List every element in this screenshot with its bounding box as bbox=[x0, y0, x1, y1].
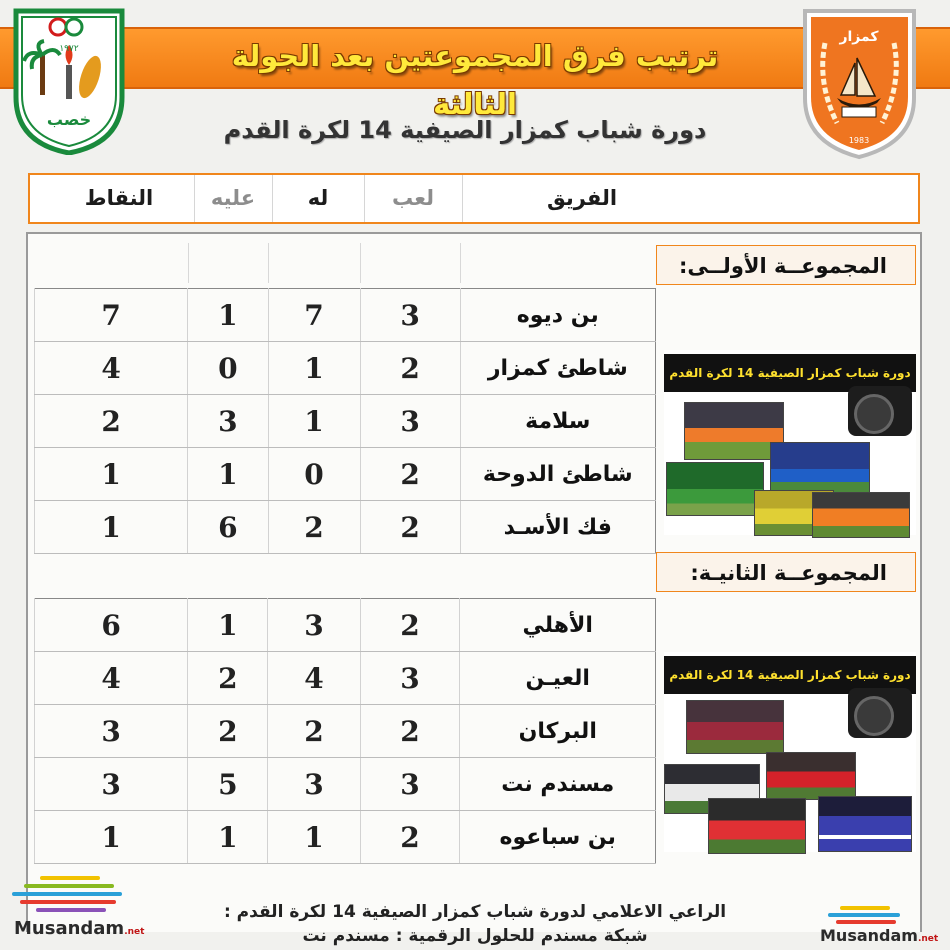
team-photo bbox=[708, 798, 806, 854]
played-cell: 2 bbox=[360, 448, 460, 501]
team-photo bbox=[770, 442, 870, 496]
points-cell: 4 bbox=[35, 652, 188, 705]
points-cell: 2 bbox=[35, 395, 188, 448]
table-row bbox=[35, 599, 656, 652]
collage-1-caption: دورة شباب كمزار الصيفية 14 لكرة القدم bbox=[664, 354, 916, 392]
team-name-cell: البركان bbox=[460, 705, 656, 758]
team-name-cell: سلامة bbox=[460, 395, 655, 448]
table-row bbox=[35, 652, 656, 705]
points-cell: 4 bbox=[35, 342, 188, 395]
team-name-cell: بن ديوه bbox=[460, 289, 655, 342]
against-cell: 1 bbox=[188, 811, 268, 864]
points-cell: 3 bbox=[35, 758, 188, 811]
khasab-logo-mark: خصب bbox=[46, 110, 92, 129]
team-name-cell: شاطئ الدوحة bbox=[460, 448, 655, 501]
group-2-table bbox=[34, 598, 656, 864]
team-photo bbox=[666, 462, 764, 516]
points-cell: 7 bbox=[35, 289, 188, 342]
column-header-points: النقاط bbox=[84, 186, 154, 210]
page-title: ترتيب فرق المجموعتين بعد الجولة الثالثة bbox=[231, 39, 719, 121]
column-header-bar bbox=[28, 173, 920, 224]
against-cell: 2 bbox=[188, 652, 268, 705]
table-row bbox=[35, 501, 656, 554]
team-photo bbox=[818, 796, 912, 852]
points-cell: 6 bbox=[35, 599, 188, 652]
against-cell: 3 bbox=[188, 395, 268, 448]
table-row bbox=[35, 342, 656, 395]
group-1-label: المجموعــة الأولــى: bbox=[656, 245, 916, 285]
against-cell: 0 bbox=[188, 342, 268, 395]
khasab-club-logo bbox=[10, 5, 128, 155]
for-cell: 2 bbox=[268, 501, 360, 554]
for-cell: 3 bbox=[268, 758, 360, 811]
group-1-photo-collage bbox=[664, 350, 916, 535]
khasab-logo-year: ١٩٧٢ bbox=[59, 44, 79, 54]
played-cell: 2 bbox=[360, 501, 460, 554]
for-cell: 7 bbox=[268, 289, 360, 342]
played-cell: 2 bbox=[360, 811, 460, 864]
camera-icon bbox=[848, 688, 912, 738]
column-header-team: الفريق bbox=[546, 186, 618, 210]
collage-2-caption: دورة شباب كمزار الصيفية 14 لكرة القدم bbox=[664, 656, 916, 694]
played-cell: 2 bbox=[360, 599, 460, 652]
brand-left-name: Musandam bbox=[14, 918, 125, 939]
team-name-cell: الأهلي bbox=[460, 599, 656, 652]
kumzar-logo-year: 1983 bbox=[848, 136, 870, 145]
against-cell: 5 bbox=[188, 758, 268, 811]
for-cell: 4 bbox=[268, 652, 360, 705]
group-2-photo-collage bbox=[664, 652, 916, 852]
table-row bbox=[35, 811, 656, 864]
for-cell: 0 bbox=[268, 448, 360, 501]
played-cell: 3 bbox=[360, 758, 460, 811]
for-cell: 3 bbox=[268, 599, 360, 652]
for-cell: 1 bbox=[268, 811, 360, 864]
points-cell: 1 bbox=[35, 448, 188, 501]
column-header-against: عليه bbox=[210, 186, 256, 210]
footer-sponsor-line: الراعي الاعلامي لدورة شباب كمزار الصيفية 14 لكرة القدم : bbox=[223, 902, 727, 922]
column-header-played: لعب bbox=[392, 186, 434, 210]
for-cell: 1 bbox=[268, 342, 360, 395]
played-cell: 3 bbox=[360, 395, 460, 448]
team-photo bbox=[766, 752, 856, 800]
team-name-cell: فك الأسـد bbox=[460, 501, 655, 554]
team-photo bbox=[812, 492, 910, 538]
played-cell: 3 bbox=[360, 652, 460, 705]
table-row bbox=[35, 289, 656, 342]
against-cell: 1 bbox=[188, 289, 268, 342]
table-row bbox=[35, 705, 656, 758]
for-cell: 1 bbox=[268, 395, 360, 448]
team-photo bbox=[684, 402, 784, 460]
played-cell: 2 bbox=[360, 705, 460, 758]
team-name-cell: العيـن bbox=[460, 652, 656, 705]
brand-right-suffix: .net bbox=[917, 934, 939, 944]
brand-left-suffix: .net bbox=[124, 927, 145, 937]
column-header-for: له bbox=[307, 186, 329, 210]
page-subtitle: دورة شباب كمزار الصيفية 14 لكرة القدم bbox=[223, 116, 707, 144]
against-cell: 2 bbox=[188, 705, 268, 758]
against-cell: 6 bbox=[188, 501, 268, 554]
for-cell: 2 bbox=[268, 705, 360, 758]
kumzar-club-logo bbox=[797, 3, 922, 161]
table-row bbox=[35, 448, 656, 501]
points-cell: 3 bbox=[35, 705, 188, 758]
against-cell: 1 bbox=[188, 599, 268, 652]
team-name-cell: مسندم نت bbox=[460, 758, 656, 811]
footer-network-line: شبكة مسندم للحلول الرقمية : مسندم نت bbox=[302, 926, 648, 946]
points-cell: 1 bbox=[35, 811, 188, 864]
brand-right-name: Musandam bbox=[820, 926, 918, 945]
kumzar-logo-name: كمزار bbox=[839, 29, 879, 45]
team-photo bbox=[686, 700, 784, 754]
team-name-cell: بن سباعوه bbox=[460, 811, 656, 864]
group-2-label: المجموعــة الثانيـة: bbox=[656, 552, 916, 592]
camera-icon bbox=[848, 386, 912, 436]
team-name-cell: شاطئ كمزار bbox=[460, 342, 655, 395]
table-row bbox=[35, 758, 656, 811]
table-row bbox=[35, 395, 656, 448]
group-1-table bbox=[34, 288, 656, 554]
played-cell: 3 bbox=[360, 289, 460, 342]
against-cell: 1 bbox=[188, 448, 268, 501]
played-cell: 2 bbox=[360, 342, 460, 395]
points-cell: 1 bbox=[35, 501, 188, 554]
